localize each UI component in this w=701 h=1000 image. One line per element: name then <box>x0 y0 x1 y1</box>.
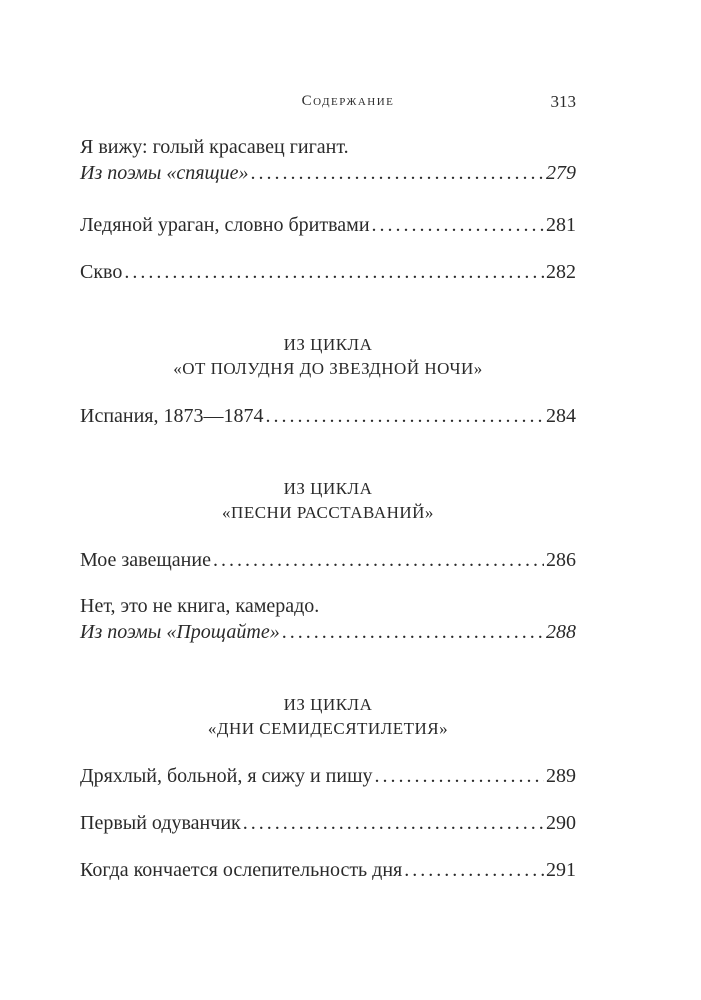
section-heading <box>80 333 576 381</box>
dot-leader <box>404 857 544 883</box>
section-heading-title: «ОТ ПОЛУДНЯ ДО ЗВЕЗДНОЙ НОЧИ» <box>173 359 483 378</box>
table-of-contents <box>80 134 576 883</box>
toc-entry <box>80 212 576 238</box>
toc-entry-title: Я вижу: голый красавец гигант. <box>80 136 349 158</box>
toc-entry-title: Когда кончается ослепительность дня <box>80 859 403 881</box>
running-title: Содержание <box>301 93 395 109</box>
toc-entry-title: Ледяной ураган, словно бритвами <box>80 214 370 236</box>
section-heading-line: ИЗ ЦИКЛА <box>283 335 373 354</box>
dot-leader <box>124 259 544 285</box>
toc-page-number: 282 <box>546 261 576 283</box>
dot-leader <box>251 160 545 186</box>
toc-entry <box>80 857 576 883</box>
toc-page-number: 286 <box>546 549 576 571</box>
dot-leader <box>282 619 544 645</box>
toc-entry-title: Дряхлый, больной, я сижу и пишу <box>80 765 373 787</box>
toc-page-number: 291 <box>546 859 576 881</box>
dot-leader <box>243 810 544 836</box>
section-heading-title: «ПЕСНИ РАССТАВАНИЙ» <box>222 503 434 522</box>
toc-entry <box>80 763 576 789</box>
toc-entry <box>80 403 576 429</box>
toc-entry <box>80 134 576 186</box>
toc-page-number: 284 <box>546 405 576 427</box>
toc-page-number: 289 <box>546 765 576 787</box>
dot-leader <box>213 547 544 573</box>
page-number: 313 <box>550 92 576 111</box>
running-head <box>80 90 576 114</box>
toc-page-number: 281 <box>546 214 576 236</box>
dot-leader <box>266 403 544 429</box>
section-heading <box>80 693 576 741</box>
dot-leader <box>372 212 544 238</box>
section-heading-line: ИЗ ЦИКЛА <box>283 479 373 498</box>
toc-page-number: 290 <box>546 812 576 834</box>
section-heading <box>80 477 576 525</box>
toc-entry-title: Испания, 1873—1874 <box>80 405 264 427</box>
toc-entry <box>80 593 576 645</box>
section-heading-line: ИЗ ЦИКЛА <box>283 695 373 714</box>
toc-entry <box>80 547 576 573</box>
toc-entry-subtitle: Из поэмы «спящие» <box>80 162 249 184</box>
toc-entry-title: Скво <box>80 261 123 283</box>
dot-leader <box>375 763 545 789</box>
toc-entry <box>80 259 576 285</box>
toc-entry-title: Нет, это не книга, камерадо. <box>80 595 320 617</box>
section-heading-title: «ДНИ СЕМИДЕСЯТИЛЕТИЯ» <box>207 719 449 738</box>
toc-entry <box>80 810 576 836</box>
toc-entry-subtitle: Из поэмы «Прощайте» <box>80 621 280 643</box>
toc-entry-title: Первый одуванчик <box>80 812 241 834</box>
toc-entry-title: Мое завещание <box>80 549 211 571</box>
toc-page-number: 288 <box>546 621 576 643</box>
toc-page-number: 279 <box>546 162 576 184</box>
